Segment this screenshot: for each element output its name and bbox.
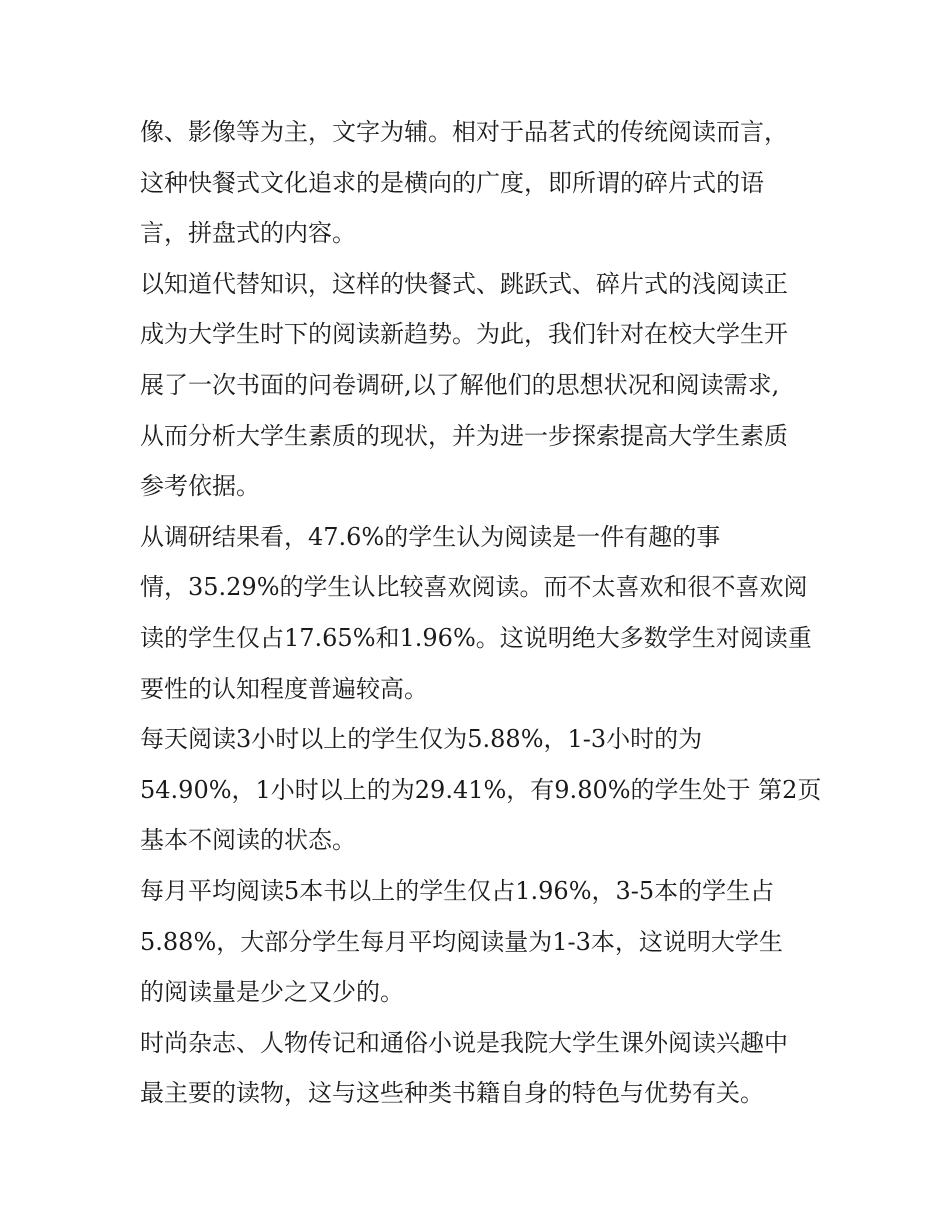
text-line: 像、影像等为主，文字为辅。相对于品茗式的传统阅读而言， bbox=[140, 118, 788, 146]
text-line: 言，拼盘式的内容。 bbox=[140, 219, 356, 248]
document-body bbox=[140, 107, 820, 1119]
text-line: 时尚杂志、人物传记和通俗小说是我院大学生课外阅读兴趣中 bbox=[140, 1028, 788, 1057]
text-line: 54.90%，1小时以上的为29.41%，有9.80%的学生处于 第2页 bbox=[140, 775, 822, 804]
text-line: 从调研结果看，47.6%的学生认为阅读是一件有趣的事 bbox=[140, 522, 721, 551]
text-line: 参考依据。 bbox=[140, 472, 260, 501]
text-line: 基本不阅读的状态。 bbox=[140, 826, 356, 855]
text-line: 情，35.29%的学生认比较喜欢阅读。而不太喜欢和很不喜欢阅 bbox=[140, 573, 808, 602]
text-line: 5.88%，大部分学生每月平均阅读量为1-3本，这说明大学生 bbox=[140, 927, 783, 956]
text-line: 读的学生仅占17.65%和1.96%。这说明绝大多数学生对阅读重 bbox=[140, 623, 812, 652]
text-line: 最主要的读物，这与这些种类书籍自身的特色与优势有关。 bbox=[140, 1079, 764, 1108]
text-line: 每月平均阅读5本书以上的学生仅占1.96%，3-5本的学生占 bbox=[140, 876, 775, 905]
text-line: 的阅读量是少之又少的。 bbox=[140, 978, 404, 1007]
text-line: 展了一次书面的问卷调研,以了解他们的思想状况和阅读需求, bbox=[140, 370, 780, 399]
text-line: 要性的认知程度普遍较高。 bbox=[140, 674, 428, 703]
text-line: 每天阅读3小时以上的学生仅为5.88%，1-3小时的为 bbox=[140, 725, 703, 754]
text-line: 以知道代替知识，这样的快餐式、跳跃式、碎片式的浅阅读正 bbox=[140, 269, 788, 298]
text-line: 成为大学生时下的阅读新趋势。为此，我们针对在校大学生开 bbox=[140, 320, 788, 349]
text-line: 这种快餐式文化追求的是横向的广度，即所谓的碎片式的语 bbox=[140, 168, 764, 197]
text-line: 从而分析大学生素质的现状，并为进一步探索提高大学生素质 bbox=[140, 421, 788, 450]
